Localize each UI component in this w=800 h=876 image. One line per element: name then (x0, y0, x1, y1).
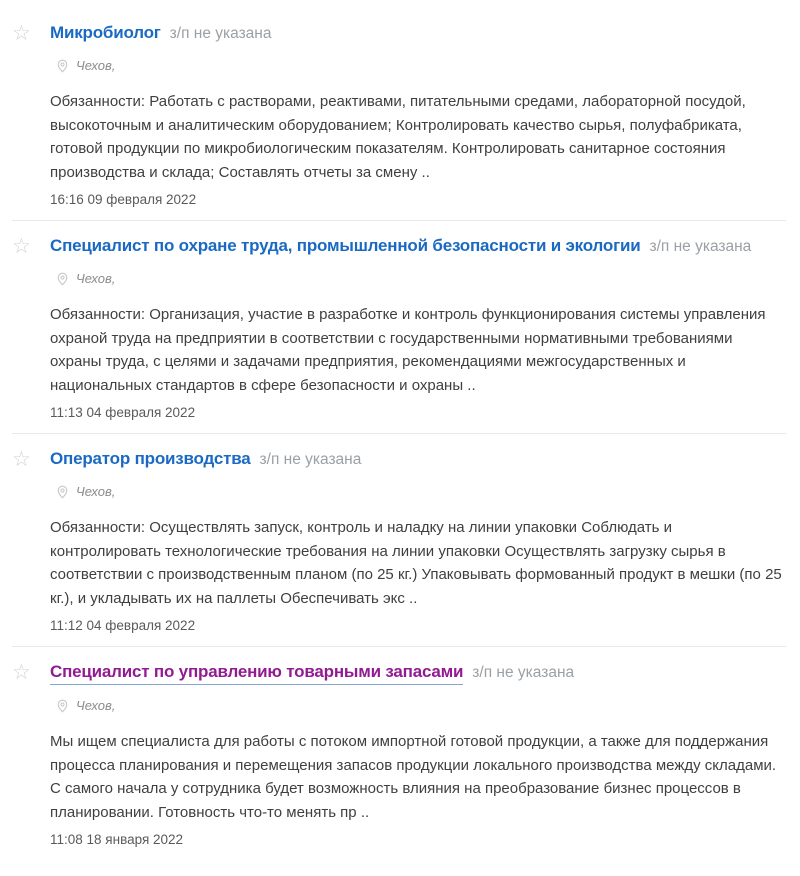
job-listing (12, 8, 786, 221)
job-description: Обязанности: Работать с растворами, реактивами, питательными средами, лабораторной посудой, высокоточным и аналитическим оборудованием; Контролировать качество сырья, полуфабриката, готовой продукции по микробиологическим показателям. Контролировать санитарное состояния производства и склада; Составлять отчеты за смену .. (50, 93, 746, 181)
location-pin-icon (57, 59, 68, 73)
location-label: Чехов, (76, 58, 116, 73)
listing-title-row (12, 235, 786, 258)
favorite-star-icon[interactable]: ☆ (12, 660, 31, 684)
favorite-star-cell (12, 448, 50, 471)
listing-title-line (50, 235, 751, 258)
listing-title-line (50, 22, 271, 45)
listing-title-line (50, 661, 574, 685)
job-description: Обязанности: Осуществлять запуск, контроль и наладку на линии упаковки Соблюдать и контролировать технологические требования на линии упаковки Осуществлять загрузку сырья в соответствии с производственным планом (по 25 кг.) Упаковывать формованный продукт в мешки (по 25 кг.), и укладывать их на паллеты Обеспечивать экс .. (50, 519, 782, 607)
job-listing (12, 221, 786, 434)
listing-title-row (12, 22, 786, 45)
salary-label: з/п не указана (472, 664, 575, 681)
listing-content (50, 484, 786, 633)
favorite-star-cell (12, 235, 50, 258)
job-listing (12, 647, 786, 860)
job-title-link[interactable]: Оператор производства (50, 449, 251, 468)
location-pin-icon (57, 272, 68, 286)
listing-title-row (12, 448, 786, 471)
location-pin-icon (57, 699, 68, 713)
favorite-star-cell (12, 22, 50, 45)
job-title-link[interactable]: Микробиолог (50, 23, 161, 42)
salary-label: з/п не указана (259, 451, 362, 468)
location-label: Чехов, (76, 698, 116, 713)
location-row (50, 58, 784, 73)
favorite-star-icon[interactable]: ☆ (12, 447, 31, 471)
listing-content (50, 698, 786, 847)
listing-title-line (50, 448, 361, 471)
location-row (50, 484, 784, 499)
location-pin-icon (57, 485, 68, 499)
favorite-star-icon[interactable]: ☆ (12, 234, 31, 258)
salary-label: з/п не указана (649, 238, 752, 255)
job-description: Обязанности: Организация, участие в разработке и контроль функционирования системы управления охраной труда на предприятии в соответствии с государственными нормативными требованиями охраны труда, с целями и задачами предприятия, рекомендациями межгосударственных и национальных стандартов в сфере безопасности и охраны .. (50, 306, 766, 394)
favorite-star-icon[interactable]: ☆ (12, 21, 31, 45)
job-listing (12, 434, 786, 647)
timestamp-label: 11:13 04 февраля 2022 (50, 405, 196, 420)
timestamp-label: 11:12 04 февраля 2022 (50, 618, 196, 633)
listing-title-row (12, 661, 786, 685)
location-label: Чехов, (76, 271, 116, 286)
timestamp-label: 11:08 18 января 2022 (50, 832, 184, 847)
timestamp-label: 16:16 09 февраля 2022 (50, 192, 197, 207)
listing-content (50, 58, 786, 207)
job-title-link[interactable]: Специалист по управлению товарными запасами (50, 661, 463, 685)
location-row (50, 698, 784, 713)
location-row (50, 271, 784, 286)
listing-content (50, 271, 786, 420)
salary-label: з/п не указана (169, 25, 272, 42)
favorite-star-cell (12, 661, 50, 684)
job-title-link[interactable]: Специалист по охране труда, промышленной безопасности и экологии (50, 236, 641, 255)
location-label: Чехов, (76, 484, 116, 499)
job-description: Мы ищем специалиста для работы с потоком импортной готовой продукции, а также для поддержания процесса планирования и перемещения запасов продукции локального производства между складами. С самого начала у сотрудника будет возможность влияния на преобразование бизнес процессов в планировании. Готовность что-то менять пр .. (50, 733, 777, 821)
